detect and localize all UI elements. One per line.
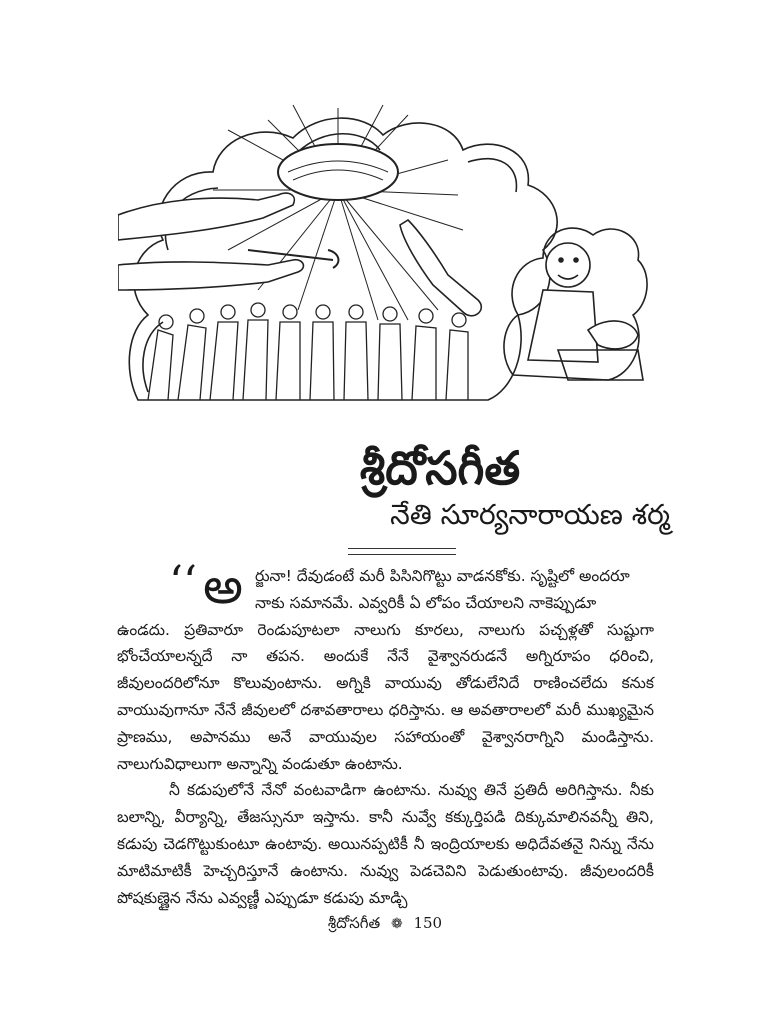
- page-title: శ్రీదోసగీత: [359, 441, 521, 495]
- lead-line-1: ర్జునా! దేవుడంటే మరీ పిసినిగొట్టు వాడనకోకు. సృష్టిలో అందరూ: [255, 567, 630, 585]
- page-footer: [300, 910, 470, 937]
- lead-paragraph: [117, 557, 654, 617]
- author-name: నేతి సూర్యనారాయణ శర్మ: [390, 498, 670, 531]
- flower-ornament-icon: ❁: [390, 916, 403, 932]
- article-body: [117, 557, 654, 911]
- illustration: [118, 100, 648, 418]
- drop-cap: అ: [203, 557, 243, 615]
- page-number: 150: [413, 914, 443, 932]
- paragraph-2: నీ కడుపులోనే నేనో వంటవాడిగా ఉంటాను. నువ్వు తినే ప్రతిదీ అరిగిస్తాను. నీకు బలాన్ని, వీర్యాన్ని, తేజస్సునూ ఇస్తాను. కానీ నువ్వే కక్కుర్తిపడి దిక్కుమాలినవన్నీ తిని, కడుపు చెడగొట్టుకుంటూ ఉంటావు. అయినప్పటికీ నీ ఇంద్రియాలకు అధిదేవతనై నిన్ను నేను మాటిమాటికీ హెచ్చరిస్తూనే ఉంటాను. నువ్వు పెడచెవిని పెడుతుంటావు. జీవులందరికీ పోషకుణ్ణైన నేను ఎవ్వణ్ణీ ఎప్పుడూ కడుపు మాడ్చి: [117, 781, 654, 907]
- lead-line-2: నాకు సమానమే. ఎవ్వరికీ ఏ లోపం చేయాలని నాకెప్పుడూ: [255, 593, 597, 612]
- footer-label: శ్రీదోసగీత: [327, 914, 381, 932]
- title-divider: [348, 548, 456, 555]
- opening-quote: ‘‘: [169, 557, 197, 608]
- paragraph-1: ఉండదు. ప్రతివారూ రెండుపూటలా నాలుగు కూరలు, నాలుగు పచ్చళ్లతో సుష్టుగా భోంచేయాలన్నదే నా తపన. అందుకే నేనే వైశ్వానరుడనే అగ్నిరూపం ధరించి, జీవులందరిలోనూ కొలువుంటాను. అగ్నికి వాయువు తోడులేనిదే రాణించలేదు కనుక వాయువుగానూ నేనే జీవులలో దశావతారాలు ధరిస్తాను. ఆ అవతారాలలో మరీ ముఖ్యమైన ప్రాణము, అపానము అనే వాయువుల సహాయంతో వైశ్వానరాగ్నిని మండిస్తాను. నాలుగువిధాలుగా అన్నాన్ని వండుతూ ఉంటాను.: [117, 620, 654, 773]
- lead-lines: [255, 563, 654, 617]
